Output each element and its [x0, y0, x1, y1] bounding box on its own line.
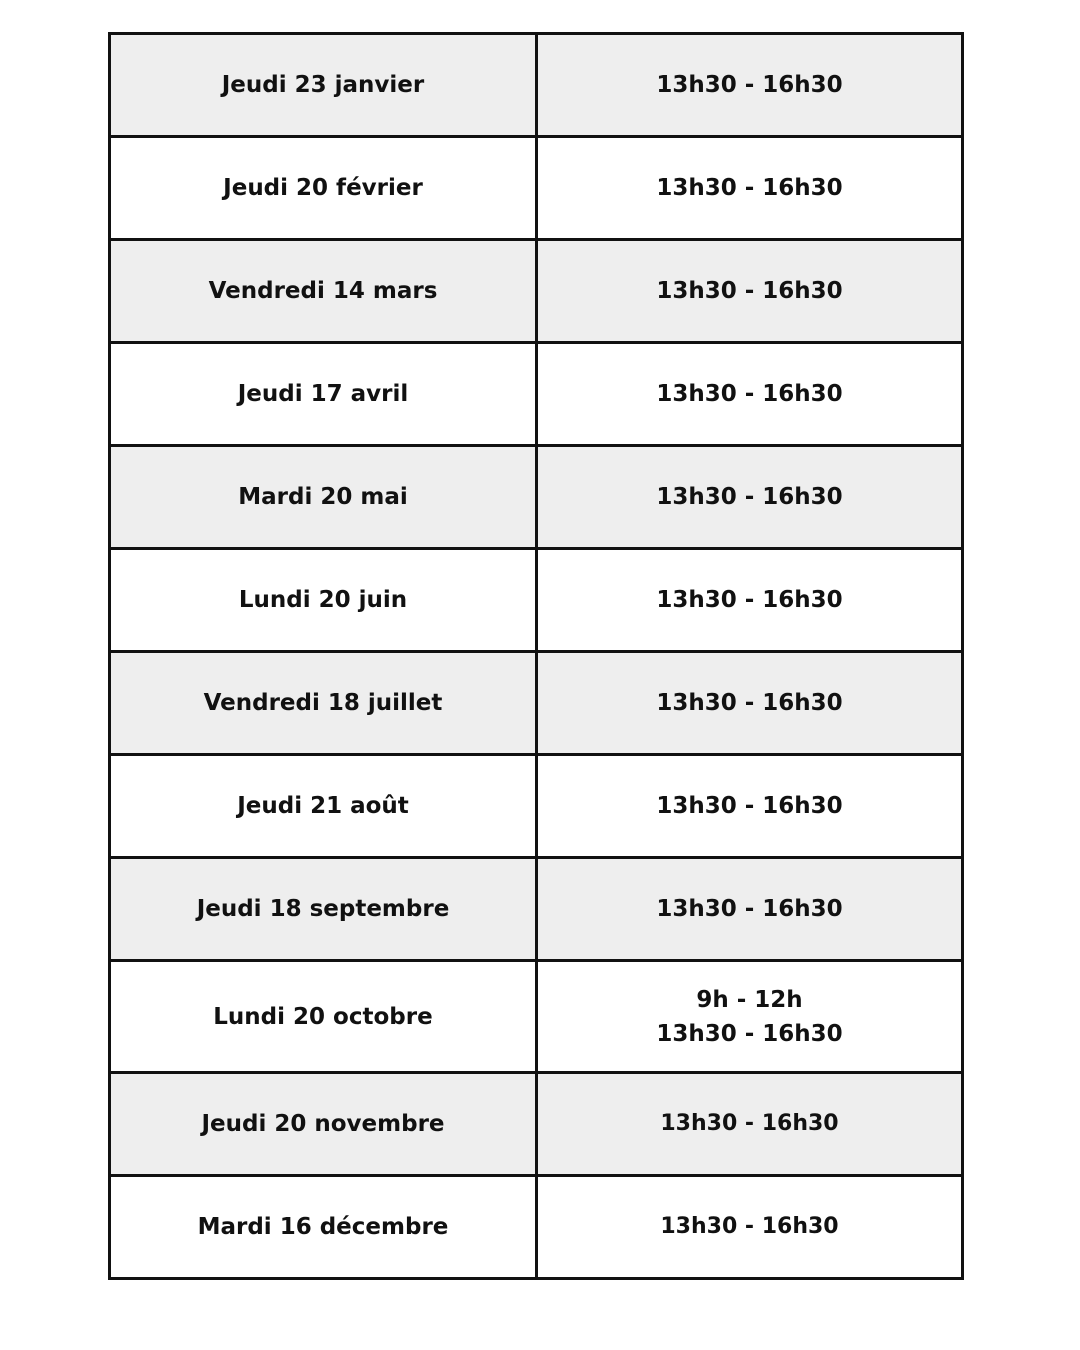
time-slot: 13h30 - 16h30	[656, 587, 843, 613]
date-cell: Jeudi 20 novembre	[110, 1073, 537, 1176]
table-row	[110, 652, 963, 755]
time-cell	[537, 549, 963, 652]
table-row	[110, 549, 963, 652]
time-slot: 13h30 - 16h30	[656, 690, 843, 716]
table-row	[110, 343, 963, 446]
time-cell	[537, 34, 963, 137]
time-slot: 13h30 - 16h30	[660, 1214, 839, 1239]
date-cell: Mardi 16 décembre	[110, 1176, 537, 1279]
time-slot: 13h30 - 16h30	[660, 1111, 839, 1136]
table-row	[110, 446, 963, 549]
table-row	[110, 961, 963, 1073]
time-cell	[537, 1073, 963, 1176]
time-slot: 13h30 - 16h30	[656, 896, 843, 922]
time-cell	[537, 137, 963, 240]
date-cell: Lundi 20 juin	[110, 549, 537, 652]
table-row	[110, 755, 963, 858]
date-cell: Lundi 20 octobre	[110, 961, 537, 1073]
date-cell: Jeudi 21 août	[110, 755, 537, 858]
time-cell	[537, 652, 963, 755]
time-slot: 13h30 - 16h30	[656, 484, 843, 510]
time-cell	[537, 1176, 963, 1279]
time-slot: 13h30 - 16h30	[656, 72, 843, 98]
time-cell	[537, 755, 963, 858]
date-cell: Jeudi 17 avril	[110, 343, 537, 446]
time-slot: 13h30 - 16h30	[656, 793, 843, 819]
table-row	[110, 858, 963, 961]
time-cell	[537, 858, 963, 961]
table-row	[110, 1073, 963, 1176]
time-cell	[537, 343, 963, 446]
table-row	[110, 1176, 963, 1279]
time-slot: 13h30 - 16h30	[656, 1020, 843, 1047]
time-cell	[537, 240, 963, 343]
date-cell: Mardi 20 mai	[110, 446, 537, 549]
time-slot: 13h30 - 16h30	[656, 278, 843, 304]
time-cell	[537, 961, 963, 1073]
table-row	[110, 240, 963, 343]
table-row	[110, 137, 963, 240]
time-slot: 9h - 12h	[696, 986, 803, 1013]
date-cell: Jeudi 18 septembre	[110, 858, 537, 961]
date-cell: Vendredi 14 mars	[110, 240, 537, 343]
date-cell: Jeudi 23 janvier	[110, 34, 537, 137]
date-cell: Jeudi 20 février	[110, 137, 537, 240]
time-slot: 13h30 - 16h30	[656, 175, 843, 201]
date-cell: Vendredi 18 juillet	[110, 652, 537, 755]
table-row	[110, 34, 963, 137]
time-cell	[537, 446, 963, 549]
time-slot: 13h30 - 16h30	[656, 381, 843, 407]
schedule-table	[108, 32, 964, 1280]
